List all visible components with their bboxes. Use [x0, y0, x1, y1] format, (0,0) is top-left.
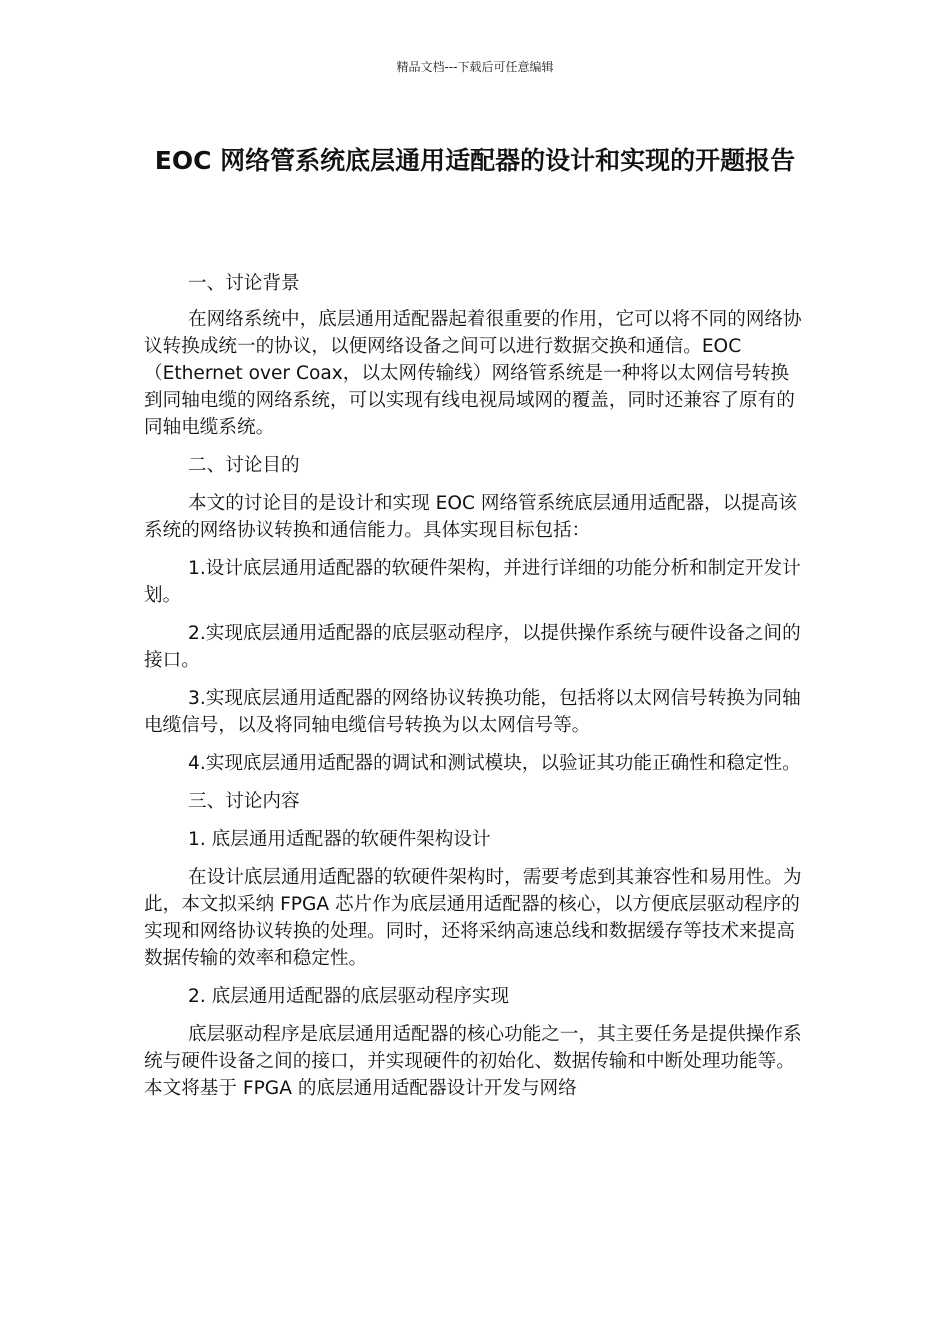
section-heading-background: 一、讨论背景 [188, 273, 300, 294]
document-body [144, 270, 806, 1102]
list-item-goal-1: 1.设计底层通用适配器的软硬件架构，并进行详细的功能分析和制定开发计划。 [144, 558, 801, 606]
list-item-goal-4: 4.实现底层通用适配器的调试和测试模块，以验证其功能正确性和稳定性。 [188, 753, 801, 774]
list-item-goal-3: 3.实现底层通用适配器的网络协议转换功能，包括将以太网信号转换为同轴电缆信号，以及将同轴电缆信号转换为以太网信号等。 [144, 688, 801, 736]
paragraph-driver: 底层驱动程序是底层通用适配器的核心功能之一，其主要任务是提供操作系统与硬件设备之间的接口，并实现硬件的初始化、数据传输和中断处理功能等。本文将基于 FPGA 的底层通用适配器设计开发与网络 [144, 1024, 802, 1099]
header-note: 精品文档---下载后可任意编辑 [396, 60, 554, 74]
subheading-architecture: 1. 底层通用适配器的软硬件架构设计 [188, 829, 491, 850]
document-title: EOC 网络管系统底层通用适配器的设计和实现的开题报告 [154, 146, 796, 175]
section-heading-content: 三、讨论内容 [188, 791, 300, 812]
paragraph-purpose: 本文的讨论目的是设计和实现 EOC 网络管系统底层通用适配器，以提高该系统的网络协议转换和通信能力。具体实现目标包括： [144, 493, 798, 541]
paragraph-background: 在网络系统中，底层通用适配器起着很重要的作用，它可以将不同的网络协议转换成统一的协议，以便网络设备之间可以进行数据交换和通信。EOC（Ethernet over Coax，以太网传输线）网络管系统是一种将以太网信号转换到同轴电缆的网络系统，可以实现有线电视局域网的覆盖，同时还兼容了原有的同轴电缆系统。 [144, 309, 802, 438]
paragraph-architecture: 在设计底层通用适配器的软硬件架构时，需要考虑到其兼容性和易用性。为此，本文拟采纳 FPGA 芯片作为底层通用适配器的核心，以方便底层驱动程序的实现和网络协议转换的处理。同时，还将采纳高速总线和数据缓存等技术来提高数据传输的效率和稳定性。 [144, 867, 802, 969]
list-item-goal-2: 2.实现底层通用适配器的底层驱动程序，以提供操作系统与硬件设备之间的接口。 [144, 623, 801, 671]
section-heading-purpose: 二、讨论目的 [188, 455, 300, 476]
subheading-driver: 2. 底层通用适配器的底层驱动程序实现 [188, 986, 510, 1007]
